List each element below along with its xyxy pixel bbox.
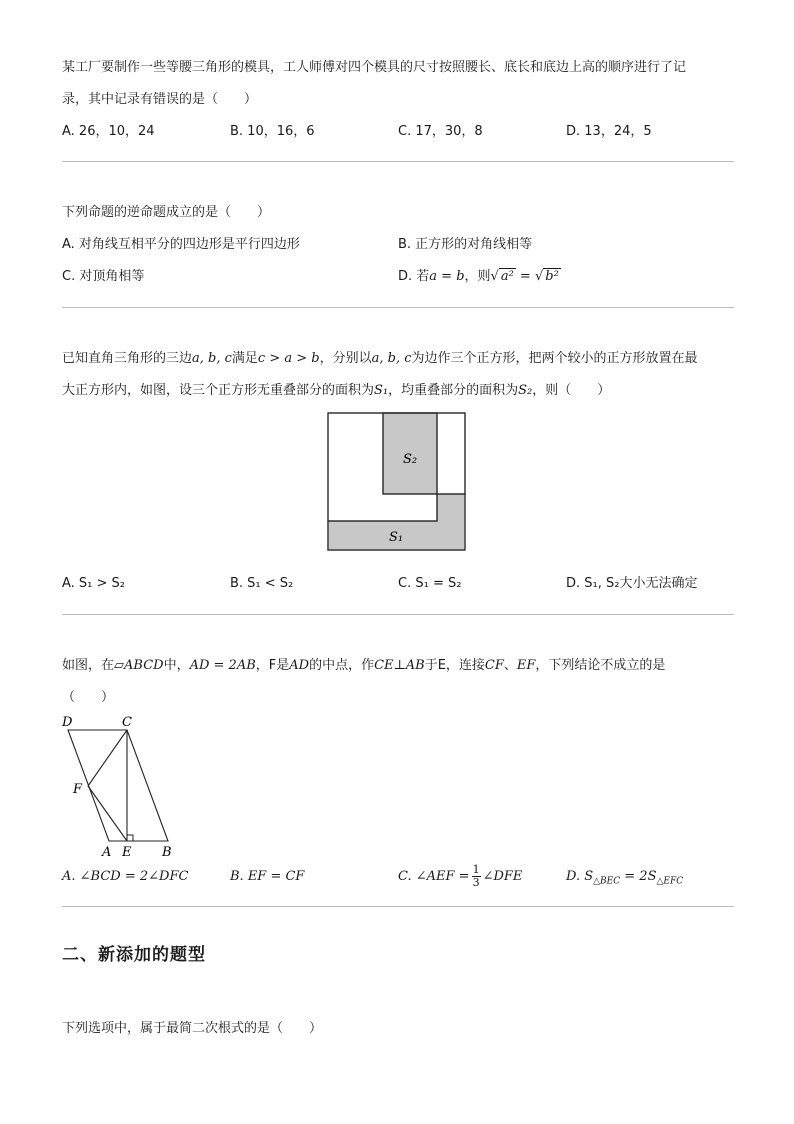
q2-option-d-rhs: b² xyxy=(545,269,559,284)
q4-option-d[interactable] xyxy=(566,861,734,898)
q4-stem-text: 于E，连接 xyxy=(424,658,485,673)
segment-cf xyxy=(88,730,127,786)
q4-segment: EF xyxy=(516,658,536,673)
q4-stem-text: 如图，在 xyxy=(62,658,115,673)
q2-option-d-lhs: a² xyxy=(500,269,514,284)
vertex-a-label: A xyxy=(102,845,112,860)
q3-stem-line1 xyxy=(62,343,734,375)
q3-squares-figure xyxy=(327,412,469,554)
q2-stem: 下列命题的逆命题成立的是（ ） xyxy=(62,205,271,220)
q4-stem-line1 xyxy=(62,650,734,682)
q4-stem-text: 、 xyxy=(503,658,517,673)
q4-option-d-sub1: △BEC xyxy=(593,876,621,887)
vertex-c-label: C xyxy=(122,715,132,730)
right-angle-mark xyxy=(127,835,133,841)
question-3-options xyxy=(62,568,734,600)
q3-stem-text: 为边作三个正方形，把两个较小的正方形放置在最 xyxy=(411,351,698,366)
question-5 xyxy=(62,1013,734,1045)
q4-option-c-pre: C. ∠AEF = xyxy=(398,869,470,884)
q3-stem-text: 大正方形内，如图，设三个正方形无重叠部分的面积为 xyxy=(62,383,375,398)
fraction xyxy=(472,864,481,889)
q4-stem-text: ，F是 xyxy=(255,658,290,673)
vertex-b-label: B xyxy=(162,845,172,860)
q3-option-d[interactable]: D. S₁, S₂大小无法确定 xyxy=(566,576,698,591)
s2-label: S₂ xyxy=(402,452,418,467)
divider xyxy=(62,906,734,907)
q3-stem-text: 已知直角三角形的三边 xyxy=(62,351,193,366)
q4-option-d-sub2: △EFC xyxy=(656,876,684,887)
divider xyxy=(62,614,734,615)
q4-parallelogram-figure xyxy=(58,710,186,862)
sqrt-sign-icon: √ xyxy=(534,269,544,284)
q2-option-d[interactable] xyxy=(398,261,734,293)
q4-perpendicular: CE⊥AB xyxy=(374,658,425,673)
q3-option-b[interactable]: B. S₁ < S₂ xyxy=(230,576,294,591)
q4-option-c[interactable] xyxy=(398,861,566,898)
segment-ef xyxy=(88,786,127,841)
divider xyxy=(62,307,734,308)
q4-condition: AD = 2AB xyxy=(189,658,256,673)
q1-option-d[interactable]: D. 13，24，5 xyxy=(566,124,652,139)
q2-option-d-prefix: D. 若 xyxy=(398,269,430,284)
q3-option-a[interactable]: A. S₁ > S₂ xyxy=(62,576,126,591)
q4-options xyxy=(62,861,734,898)
q2-option-c[interactable]: C. 对顶角相等 xyxy=(62,269,145,284)
q3-s2: S₂ xyxy=(518,383,533,398)
point-f-label: F xyxy=(73,782,83,797)
q4-parallelogram: ▱ABCD xyxy=(114,658,164,673)
fraction-numerator: 1 xyxy=(472,863,480,876)
fraction-denominator: 3 xyxy=(472,876,480,889)
q1-option-a[interactable]: A. 26，10，24 xyxy=(62,124,155,139)
parallelogram-abcd xyxy=(68,730,168,841)
q5-stem: 下列选项中，属于最简二次根式的是（ ） xyxy=(62,1021,323,1036)
point-e-label: E xyxy=(122,845,132,860)
sqrt-sign-icon: √ xyxy=(490,269,499,284)
q2-option-a[interactable]: A. 对角线互相平分的四边形是平行四边形 xyxy=(62,237,300,252)
s1-label: S₁ xyxy=(388,530,404,545)
q4-option-d-pre: D. S xyxy=(566,869,594,884)
q4-segment: CF xyxy=(484,658,504,673)
question-4 xyxy=(62,650,734,714)
q4-option-c-post: ∠DFE xyxy=(482,869,523,884)
question-1 xyxy=(62,52,734,148)
q1-stem-line2: 录，其中记录有错误的是（ ） xyxy=(62,92,258,107)
q4-option-d-mid: = 2S xyxy=(620,869,657,884)
q3-sides: a, b, c xyxy=(192,351,232,366)
q3-stem-text: ，均重叠部分的面积为 xyxy=(388,383,519,398)
q3-sides: a, b, c xyxy=(371,351,412,366)
q3-inequality: c > a > b xyxy=(257,351,320,366)
q2-option-b[interactable]: B. 正方形的对角线相等 xyxy=(398,237,533,252)
q4-segment: AD xyxy=(289,658,310,673)
section-title: 二、新添加的题型 xyxy=(62,945,206,965)
question-4-options xyxy=(62,861,734,898)
q3-stem-text: ，则（ ） xyxy=(532,383,611,398)
q4-stem-text: 的中点，作 xyxy=(309,658,375,673)
q3-options xyxy=(62,568,734,600)
q4-stem-text: ，下列结论不成立的是 xyxy=(535,658,666,673)
q1-option-b[interactable]: B. 10，16，6 xyxy=(230,124,315,139)
q2-option-d-mid: ，则 xyxy=(464,269,491,284)
q1-option-c[interactable]: C. 17，30，8 xyxy=(398,124,483,139)
q3-stem-line2 xyxy=(62,375,734,407)
question-2 xyxy=(62,197,734,293)
q1-options xyxy=(62,116,734,148)
q3-stem-text: 满足 xyxy=(231,351,258,366)
q3-option-c[interactable]: C. S₁ = S₂ xyxy=(398,576,462,591)
q4-stem-text: 中， xyxy=(163,658,190,673)
q4-option-b[interactable]: B. EF = CF xyxy=(230,869,305,884)
q4-option-a[interactable]: A. ∠BCD = 2∠DFC xyxy=(62,869,189,884)
q1-stem-line1: 某工厂要制作一些等腰三角形的模具，工人师傅对四个模具的尺寸按照腰长、底长和底边上高的顺序进行了记 xyxy=(62,60,687,75)
vertex-d-label: D xyxy=(62,715,73,730)
q4-stem-line2: （ ） xyxy=(62,690,115,705)
q3-stem-text: ，分别以 xyxy=(319,351,372,366)
divider xyxy=(62,161,734,162)
q3-s1: S₁ xyxy=(374,383,389,398)
q2-options xyxy=(62,229,734,293)
question-3 xyxy=(62,343,734,407)
q2-option-d-eq: = xyxy=(515,269,535,284)
q2-option-d-condition: a = b xyxy=(429,269,465,284)
